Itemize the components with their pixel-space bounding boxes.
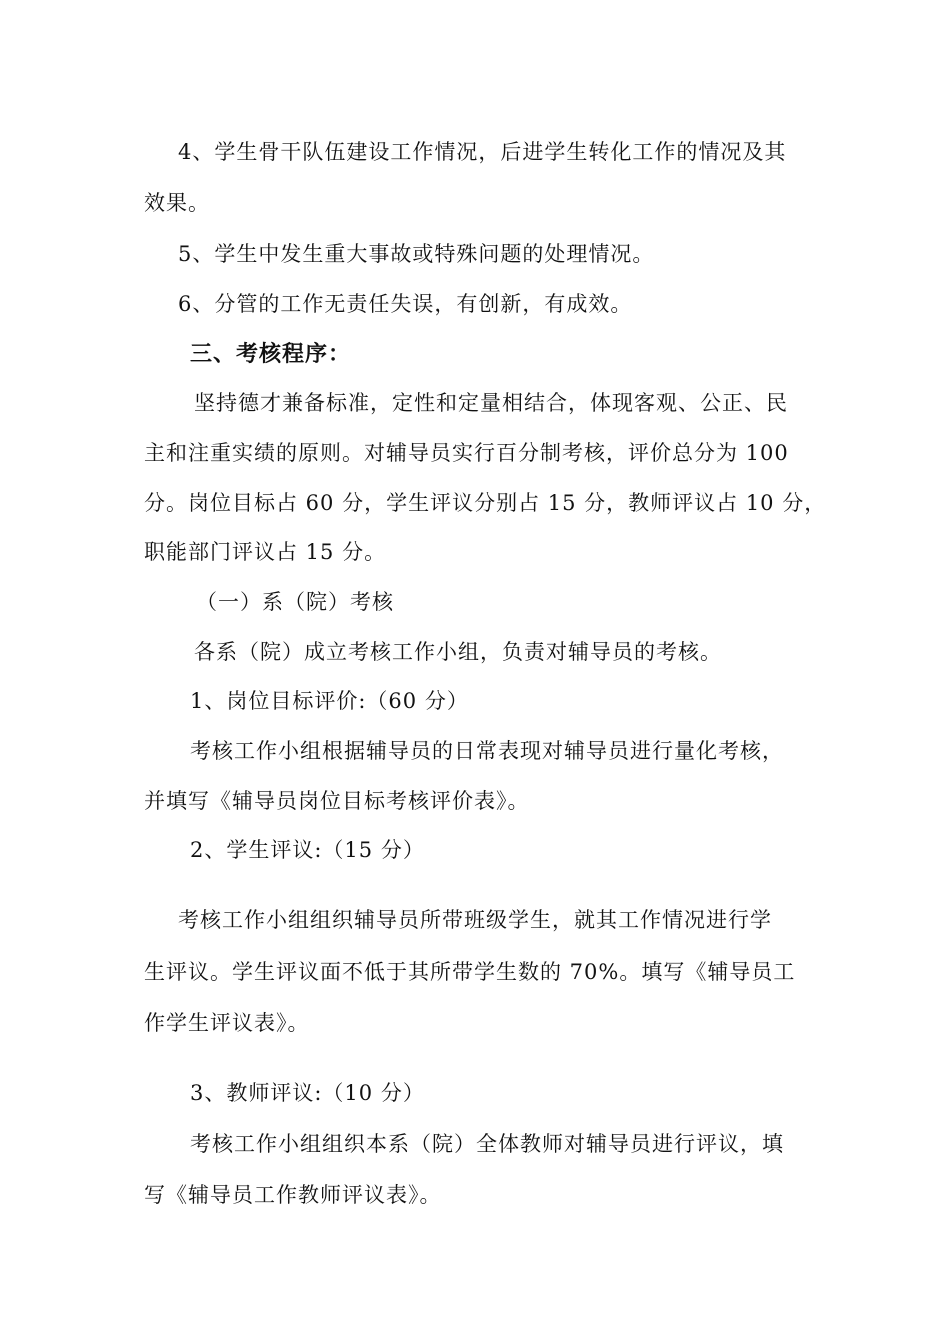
principle-line-2: 主和注重实绩的原则。对辅导员实行百分制考核，评价总分为 100 (144, 441, 789, 465)
item-2-line-2: 生评议。学生评议面不低于其所带学生数的 70%。填写《辅导员工 (144, 960, 796, 984)
paragraph-item-4-line-1: 4、学生骨干队伍建设工作情况，后进学生转化工作的情况及其 (178, 140, 787, 164)
item-3-heading: 3、教师评议:（10 分） (190, 1081, 425, 1105)
item-1-line-1: 考核工作小组根据辅导员的日常表现对辅导员进行量化考核， (190, 739, 784, 763)
item-3-line-1: 考核工作小组组织本系（院）全体教师对辅导员进行评议，填 (190, 1132, 784, 1156)
committee-line: 各系（院）成立考核工作小组，负责对辅导员的考核。 (194, 640, 722, 664)
item-2-line-1: 考核工作小组组织辅导员所带班级学生，就其工作情况进行学 (178, 908, 772, 932)
paragraph-item-6: 6、分管的工作无责任失误，有创新，有成效。 (178, 292, 633, 316)
item-2-heading: 2、学生评议:（15 分） (190, 838, 425, 862)
subsection-heading-1: （一）系（院）考核 (196, 590, 394, 614)
section-heading-3: 三、考核程序： (190, 341, 352, 367)
item-1-line-2: 并填写《辅导员岗位目标考核评价表》。 (144, 789, 530, 813)
paragraph-item-4-line-2: 效果。 (144, 191, 210, 215)
paragraph-item-5: 5、学生中发生重大事故或特殊问题的处理情况。 (178, 242, 655, 266)
item-1-heading: 1、岗位目标评价:（60 分） (190, 689, 469, 713)
principle-line-1: 坚持德才兼备标准，定性和定量相结合，体现客观、公正、民 (194, 391, 788, 415)
principle-line-3: 分。岗位目标占 60 分，学生评议分别占 15 分，教师评议占 10 分， (144, 491, 827, 515)
principle-line-4: 职能部门评议占 15 分。 (144, 540, 387, 564)
item-3-line-2: 写《辅导员工作教师评议表》。 (144, 1183, 442, 1207)
item-2-line-3: 作学生评议表》。 (144, 1011, 310, 1035)
